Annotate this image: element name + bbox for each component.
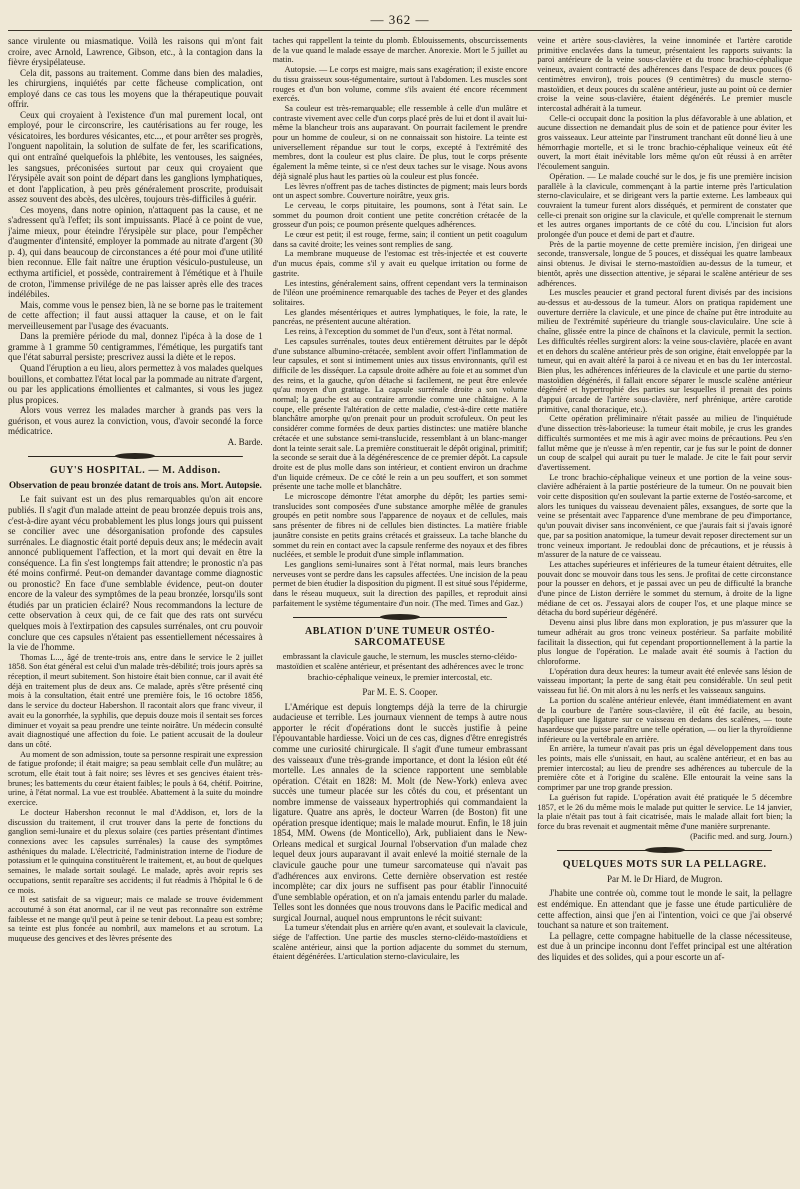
section-separator	[28, 451, 243, 461]
paragraph: Le tronc brachio-céphalique veineux et une portion de la veine sous-clavière adhéraient à la partie postérieure de la tumeur. On ne pouvait bien voir cette disposition qu'en soulevant la partie externe de l'ostéo-sarcome, et alors les tuniques du vaisseau devenaient pâles, exsangues, de sorte que la veine se présentait avec l'apparence d'une membrane de peu d'importance, qu'un pouvait diviser sans inconvénient, ce que j'aurais fait si j'avais ignoré que, par sa position anatomique, la tumeur devait reposer directement sur un tronc veineux important. Je redoublai donc de précautions, et je réussis à m'assurer de la nature de ce vaisseau.	[537, 472, 793, 560]
paragraph: Ceux qui croyaient à l'existence d'un mal purement local, ont employé, pour le circonscrire, les cautérisations au fer rouge, les vésicatoires, les bordures vésicantes, etc..., et pour arrêter ses progrès, l'onguent napolitain, la solution de sulfate de fer, les scarifications, qui ont entraîné quelquefois la phlébite, les ventouses, les saignées, les sangsues, préconisées surtout par ceux qui croyaient que l'érysipèle avait son point de départ dans les ganglions lymphatiques, et dont l'application, à peu près généralement proscrite, produisait assez souvent des abcès, des ulcères, toujours très-difficiles à guérir.	[8, 109, 263, 205]
paragraph: Les intestins, généralement sains, offrent cependant vers la terminaison de l'iléon une proéminence remarquable des taches de Peyer et des glandes solitaires.	[272, 278, 528, 307]
text-columns	[8, 36, 792, 1181]
paragraph: Le cœur est petit; il est rouge, ferme, sain; il contient un petit coagulum dans sa cavité droite; les veines sont remplies de sang.	[272, 230, 528, 249]
section-title: ABLATION D'UNE TUMEUR OSTÉO-SARCOMATEUSE	[304, 626, 496, 649]
section-title: QUELQUES MOTS SUR LA PELLAGRE.	[562, 859, 767, 871]
paragraph: Les capsules surrénales, toutes deux entièrement détruites par le dépôt d'une substance albumino-crétacée, semblent avoir offert l'inflammation de leur capsules, et sont si intimement unies aux tissus environnants, qu'il est difficile de les disséquer. La capsule droite adhère au foie et au sommet d'un des reins, et la gauche, qu'on détache si facilement, ne peut être enlevée qu'au moyen d'un grattage. La capsule surrénale droite a son volume normal; la gauche est au contraire arrondie comme une châtaigne. A la coupe, elle présente l'altération de cette maladie, c'est-à-dire cette matière blanchâtre amorphe qu'on prenait pour un produit scrofuleux. On peut les considérer comme formées de deux parties distinctes: une matière blanche crétacée et une substance semi-translucide, ressemblant à un blanc-manger dont la teinte serait sale. La première constituerait le dépôt original, primitif; la seconde se serait due à la dégénérescence de ce premier dépôt. La capsule droite est de plus molle dans son intérieur, et contient environ un drachme d'un liquide crémeux. De ce côté le rein a un peu souffert, et son sommet présente une tache molle et blanchâtre.	[272, 336, 528, 492]
paragraph: Sa couleur est très-remarquable; elle ressemble à celle d'un mulâtre et contraste vivement avec celle d'un corps placé près de lui et dont il avait lui-même la blancheur trois ans auparavant. On pourrait facilement le prendre pour un homme de couleur, si on ne connaissait son histoire. La teinte est universellement répandue sur tout le corps, excepté à l'extrémité des membres, dont la couleur est plus claire. De plus, tout le corps présente également la même teinte, si ce n'est deux taches sur le visage. Nous avons déjà signalé plus haut les parties où la couleur est plus foncée.	[272, 103, 528, 181]
signature: A. Barde.	[227, 436, 263, 447]
paragraph: La pellagre, cette compagne habituelle de la classe nécessiteuse, est due à un principe inconnu dont l'effet principal est une altération des liquides et des solides, qui a pour escorte un af-	[537, 930, 793, 962]
paragraph: Le microscope démontre l'état amorphe du dépôt; les parties semi-translucides sont composées d'une substance amorphe mêlée de granules groupés en petit nombre sous l'apparence de noyaux et de cellules, mais sans présenter de fibres ni de cellules bien distinctes. La matière friable jaunâtre consiste en petits grains crétacés et graisseux. La tache blanche du sommet du rein en contact avec la capsule renferme des noyaux et des fibres nucléées, et semble le produit d'une simple inflammation.	[272, 492, 528, 560]
header-rule	[8, 30, 792, 31]
paragraph: Il est satisfait de sa vigueur; mais ce malade se trouve évidemment accoutumé à son état anormal, car il ne veut pas reconnaître son extrême faiblesse et ne mange qu'il peut à peine se tenir debout. La peau est sombre; sa teinte est plus foncée au nombril, aux mamelons et au scrotum. La muqueuse des gencives et des lèvres présente des	[8, 895, 263, 944]
paragraph: Les ganglions semi-lunaires sont à l'état normal, mais leurs branches nerveuses vont se perdre dans les capsules affectées. Une incision de la peau permet de bien étudier la disposition du pigment. Il est situé sous l'épiderme, dans le réseau muqueux, suit la direction des papilles, et reproduit ainsi parfaitement le système tégumentaire d'un noir. (The med. Times and Gaz.)	[272, 559, 528, 608]
paragraph: Le cerveau, le corps pituitaire, les poumons, sont à l'état sain. Le sommet du poumon droit contient une petite concrétion crétacée de la grosseur d'un pois; ce poumon présente quelques adhérences.	[272, 200, 528, 230]
section-separator	[293, 612, 508, 622]
column-3	[537, 36, 792, 1181]
paragraph: L'opération dura deux heures: la tumeur avait été enlevée sans lésion de vaisseau important; la perte de sang était peu considérable. Un seul petit vaisseau fut lié. On mit alors à nu les nerfs et les vaisseaux sanguins.	[537, 666, 793, 696]
paragraph: sance virulente ou miasmatique. Voilà les raisons qui m'ont fait croire, avec Arnold, Lawrence, Gibson, etc., à la contagion dans la fièvre érysipélateuse.	[8, 36, 263, 68]
paragraph: Les attaches supérieures et inférieures de la tumeur étaient détruites, elle pouvait donc se mouvoir dans tous les sens. Je profitai de cette circonstance pour la pousser en dehors, et je passai avec un peu de difficulté la branche d'une pince de Liston derrière le sommet du sternum, à droite de la ligne médiane de cet os. J'essayai alors de couper l'os, et une plaque mince se détacha du bord supérieur dégénéré.	[537, 559, 793, 618]
byline: Par M. le Dr Hiard, de Mugron.	[606, 873, 723, 884]
section-separator	[557, 845, 772, 855]
paragraph: Quand l'éruption a eu lieu, alors permettez à vos malades quelques bouillons, et combattez l'état local par la pommade au nitrate d'argent, ou par les applications émollientes et calmantes, si vous les jugez plus propices.	[8, 362, 263, 405]
section-subtitle: Observation de peau bronzée datant de trois ans. Mort. Autopsie.	[8, 479, 262, 490]
source-citation: (Pacific med. and surg. Journ.)	[690, 831, 793, 841]
byline: Par M. E. S. Cooper.	[362, 687, 438, 698]
paragraph: Les muscles peaucier et grand pectoral furent divisés par des incisions au-dessus et au-dessous de la tumeur. Alors on pratiqua rapidement une ouverture derrière la clavicule, et une pince de chaîne put être introduite au milieu de l'extrémité supérieure du triangle sous-claviculaire. Une scie à chaîne, glissée entre la pince de chaînons et la clavicule, permit la section. Les difficultés réelles surgirent alors: la veine sous-clavière, placée en avant et en dehors du scalène antérieur près de son origine, était enveloppée par la tumeur, qui en avait altéré la paroi à ce niveau et en bas du 1er intercostal. Bien plus, les adhérences inférieures de la clavicule et une partie du sterno-mastoïdien dégénérés, il fallait encore séparer le muscle scalène antérieur dégénéré et hypertrophié des parties sur lesquelles il prenait des points d'appui (arcade de l'artère sous-clavière, nerf phrénique, artère carotide primitive, canal thoracique, etc.).	[537, 288, 793, 414]
paragraph: veine et artère sous-clavières, la veine innominée et l'artère carotide primitive enclavées dans la tumeur, présentaient les rapports suivants: la paroi antérieure de la veine sous-clavière et du tronc brachio-céphalique veineux, avaient contracté des adhérences dans l'espace de deux pouces (6 centimètres environ), trois pouces (9 centimètres) du muscle sterno-mastoïdien, et deux pouces du scalène antérieur, juste au point où ce dernier croise la veine sous-clavière, étaient dégénérés. Le premier muscle intercostal adhérait à la tumeur.	[537, 36, 793, 113]
paragraph: Au moment de son admission, toute sa personne respirait une expression de fatigue profonde; il était maigre; sa peau semblait celle d'un mulâtre; au scrotum, elle était tout à fait noire; ses lèvres et ses gencives étaient très-brunes; les battements du cœur étaient faibles; le pouls à 64, chétif. Poitrine, urine, à l'état normal. La vue est troublée. Abattement à la suite du moindre exercice.	[8, 749, 263, 808]
paragraph: Ces moyens, dans notre opinion, n'attaquent pas la cause, et ne s'adressent qu'à l'effet; ils sont impuissants. Placé à ce point de vue, j'aime mieux, pour éteindre l'érysipèle sur place, pour l'empêcher d'augmenter d'intensité, employer la pommade au nitrate d'argent (30 p. 4), qui dans beaucoup de circonstances a été pour moi d'une utilité bien reconnue. Elle fait naître une éruption vésiculo-pustuleuse, un ecthyma artificiel, et possède, contrairement à l'émétique et à l'huile de croton, l'immense privilége de ne pas laisser après elle des traces indélébiles.	[8, 204, 263, 300]
paragraph: Le docteur Habershon reconnut le mal d'Addison, et, lors de la discussion du traitement, il crut trouver dans la perte de fonctions du ganglion semi-lunaire et du plexus solaire (ces parties présentant d'intimes connexions avec les capsules surrénales) la cause des symptômes asthéniques du malade. L'électricité, l'administration interne de l'iodure de potassium et le quinquina constituèrent le traitement, et, au bout de quelques semaines, le malade sortait soulagé. Le malade, après avoir repris ses occupations, sentit reparaître ses accidents; il fut réadmis à l'hôpital le 6 de ce mois.	[8, 807, 263, 895]
paragraph: Les lèvres n'offrent pas de taches distinctes de pigment; mais leurs bords ont un aspect sombre. Couverture noirâtre, yeux gris.	[272, 181, 528, 201]
paragraph: J'habite une contrée où, comme tout le monde le sait, la pellagre est endémique. En attendant que je fasse une étude particulière de cette affection, ainsi que j'en ai l'intention, voici ce que j'ai observé touchant sa nature et son traitement.	[537, 888, 793, 931]
paragraph: Le fait suivant est un des plus remarquables qu'on ait encore publiés. Il s'agit d'un malade atteint de peau bronzée depuis trois ans, c'est-à-dire ayant vécu probablement les plus longs jours qui puissent se concilier avec une désorganisation profonde des capsules surrénales. Le diagnostic était porté depuis deux ans; le médecin avait annoncé publiquement l'affection, et la mort qui devait en être la conséquence. La fin s'est longtemps fait attendre; le pronostic n'a pas été moins confirmé. Peut-on demander davantage comme diagnostic ou pronostic? En face d'une semblable évidence, peut-on douter encore de la valeur des symptômes de la peau bronzée, lorsqu'ils sont étudiés par un praticien éclairé? Nous recommandons la lecture de cette observation à ceux qui, de ce fait que des rats ont survécu quelques mois à l'extirpation des capsules surrénales, ont cru pouvoir conclure que ces capsules n'étaient pas essentiellement nécessaires à la vie de l'homme.	[8, 494, 263, 653]
paragraph: Alors vous verrez les malades marcher à grands pas vers la guérison, et vous aurez la conviction, vous, d'avoir secondé la force médicatrice.	[8, 405, 263, 437]
paragraph: Les glandes mésentériques et autres lymphatiques, le foie, la rate, le pancréas, ne présentent aucune altération.	[272, 307, 528, 327]
paragraph: Thomas L..., âgé de trente-trois ans, entre dans le service le 2 juillet 1858. Son état général est celui d'un malade très-débilité; trois jours après sa réception, il meurt subitement. Son histoire était bien connue, car il avait été déjà en traitement plus de deux ans. Ce malade, après s'être présenté cinq mois à la consultation, était entré une première fois, le 16 octobre 1856, dans le service du docteur Habershon. Il racontait alors que franc viveur, il avait eu la gonorrhée, la syphilis, que depuis douze mois il sentait ses forces diminuer et voyait sa peau prendre une teinte noirâtre. Un médecin consulté avait diagnostiqué une affection du foie. Le patient accusait de la douleur dans un côté.	[8, 652, 263, 749]
paragraph: L'Amérique est depuis longtemps déjà la terre de la chirurgie audacieuse et terrible. Les journaux viennent de temps à autre nous apporter le récit d'opérations dont le succès justifie à peine l'épouvantable hardiesse. Voici un de ces cas, dignes d'être enregistrés comme une curiosité chirurgicale. Il s'agit d'une tumeur embrassant des vaisseaux d'une très-grande importance, et dont la lésion eût été mortelle. Les annales de la science rapportent une semblable opération. C'était en 1828: M. Molt (de New-York) enleva avec succès une tumeur placée sur les côtés du cou, et présentant un nombre immense de vaisseaux hypertrophiés qui commandaient la ligature. Quatre ans après, le docteur Warren (de Boston) fit une opération presque identique; mais le malade mourut. Enfin, le 18 juin 1854, MM. Owens (de Monticello), Ark, publiaient dans le New-Orleans medical et surgical Journal l'observation d'un malade chez lequel deux jours auparavant il avait enlevé la moitié sternale de la clavicule gauche pour une tumeur sarcomateuse qui n'avait pas d'adhérences aux environs. Cette dernière observation est restée incomplète; car dix jours ne suffisent pas pour établir l'innocuité d'une semblable opération, et on n'a jamais entendu parler du malade. Telles sont les données que nous trouvons dans le Pacific medical and surgical Journal, auquel nous empruntons le récit suivant:	[272, 701, 528, 923]
paragraph: Celle-ci occupait donc la position la plus défavorable à une ablation, et aucune dissection ne demandait plus de soin et de patience pour éviter les gros vaisseaux. Leur atteinte par l'instrument tranchant eût donné lieu à une hémorrhagie mortelle, et si le tronc brachio-céphalique veineux eût été ouvert, la mort était inévitable lors même qu'on eût réussi à en arrêter l'écoulement sanguin.	[537, 113, 793, 172]
paragraph: La portion du scalène antérieur enlevée, étant immédiatement en avant de la courbure de l'artère sous-clavière, il eût été facile, au besoin, d'appliquer une ligature sur ce vaisseau en dedans des scalènes, — toute hasardeuse que puisse paraître une telle opération, — ou lier la thyroïdienne inférieure ou la vertébrale en arrière.	[537, 695, 793, 744]
paragraph: Cela dit, passons au traitement. Comme dans bien des maladies, les chirurgiens, inquiétés par cette fâcheuse complication, ont employé dans ce cas tous les moyens que la thérapeutique pouvait offrir.	[8, 67, 263, 110]
column-1	[8, 36, 263, 1181]
page-number: — 362 —	[370, 12, 430, 27]
paragraph: Mais, comme vous le pensez bien, là ne se borne pas le traitement de cette affection; il faut aussi attaquer la cause, et on le fait merveilleusement par l'usage des évacuants.	[8, 299, 263, 331]
paragraph: La tumeur s'étendait plus en arrière qu'en avant, et soulevait la clavicule, siége de l'affection. Une partie des muscles sterno-cléido-mastoïdiens et scalène antérieur, ainsi que la portion adjacente du sommet du sternum, étaient dégénérées. L'articulation sterno-claviculaire, les	[272, 923, 528, 962]
paragraph: taches qui rappellent la teinte du plomb. Éblouissements, obscurcissements de la vue quand le malade essaye de marcher. Anorexie. Mort le 5 juillet au matin.	[272, 36, 528, 65]
section-lead: embrassant la clavicule gauche, le sternum, les muscles sterno-cléido-mastoïdien et scalène antérieur, et présentant des adhérences avec le tronc brachio-céphalique veineux, le premier intercostal, etc.	[276, 651, 524, 682]
section-title: GUY'S HOSPITAL. — M. Addison.	[49, 465, 221, 477]
paragraph: En arrière, la tumeur n'avait pas pris un égal développement dans tous les points, mais elle s'unissait, en haut, au scalène antérieur, et en bas au premier intercostal; au lieu de prendre ses adhérences au tubercule de la première côte et à l'origine du scalène. Elle entourait la veine sans la comprimer par une trop grande pression.	[537, 744, 793, 793]
paragraph: Les reins, à l'exception du sommet de l'un d'eux, sont à l'état normal.	[284, 327, 513, 337]
paragraph: Devenu ainsi plus libre dans mon exploration, je pus m'assurer que la tumeur adhérait au gros tronc veineux postérieur. Sa parfaite mobilité facilitait la dissection, qui fut cependant proportionnellement à la partie la plus longue de l'opération. Le malade avait été soumis à l'action du chloroforme.	[537, 618, 793, 666]
column-2	[273, 36, 528, 1181]
paragraph: Près de la partie moyenne de cette première incision, j'en dirigeai une seconde, transversale, longue de 5 pouces, et disséquai les quatre lambeaux ainsi obtenus. Je divisai le sterno-mastoïdien au-dessus de la tumeur, et bientôt, après une dissection attentive, je séparai le scalène antérieur de ses adhérences.	[537, 239, 793, 288]
paragraph: Opération. — Le malade couché sur le dos, je fis une première incision parallèle à la clavicule, commençant à la partie interne près l'articulation sterno-claviculaire, et se dirigeant vers la partie externe. Les lambeaux qui couvraient la tumeur furent alors disséqués, et permirent de constater que celle-ci prenait son origine sur la clavicule, et qu'elle comprenait le sternum et les autres organes importants de ce côté du cou. L'incision fut alors prolongée d'un pouce et demi de part et d'autre.	[537, 171, 793, 240]
paragraph: La membrane muqueuse de l'estomac est très-injectée et est couverte d'un mucus épais, comme s'il y avait eu quelque irritation ou forme de gastrite.	[272, 249, 528, 278]
paragraph: La guérison fut rapide. L'opération avait été pratiquée le 5 décembre 1857, et le 26 du même mois le malade put quitter le service. Le 14 janvier, la plaie n'était pas tout à fait cicatrisée, mais le malade allait fort bien; la force du bras revenait et augmentait même d'une manière surprenante.	[537, 792, 793, 831]
paragraph: Cette opération préliminaire n'était passée au milieu de l'inquiétude d'une dissection très-laborieuse: la tumeur était mobile, je crus les grandes difficultés surmontées et me mis à agir avec moins de précautions. Peu s'en fallut même que je n'eusse à m'en repentir, car je fus sur le point de donner un coup de scalpel qui aurait pu tuer le malade. Je cite le fait pour servir d'avertissement.	[537, 414, 793, 472]
paragraph: Autopsie. — Le corps est maigre, mais sans exagération; il existe encore du tissu graisseux sous-tégumentaire, surtout à l'abdomen. Les muscles sont rouges et d'un bon volume, comme s'ils avaient été encore récemment exercés.	[272, 65, 528, 104]
paragraph: Dans la première période du mal, donnez l'ipéca à la dose de 1 gramme à 1 gramme 50 centigrammes, l'émétique, les purgatifs tant que l'état saburral persiste; prescrivez aussi la diète et le repos.	[8, 331, 263, 363]
